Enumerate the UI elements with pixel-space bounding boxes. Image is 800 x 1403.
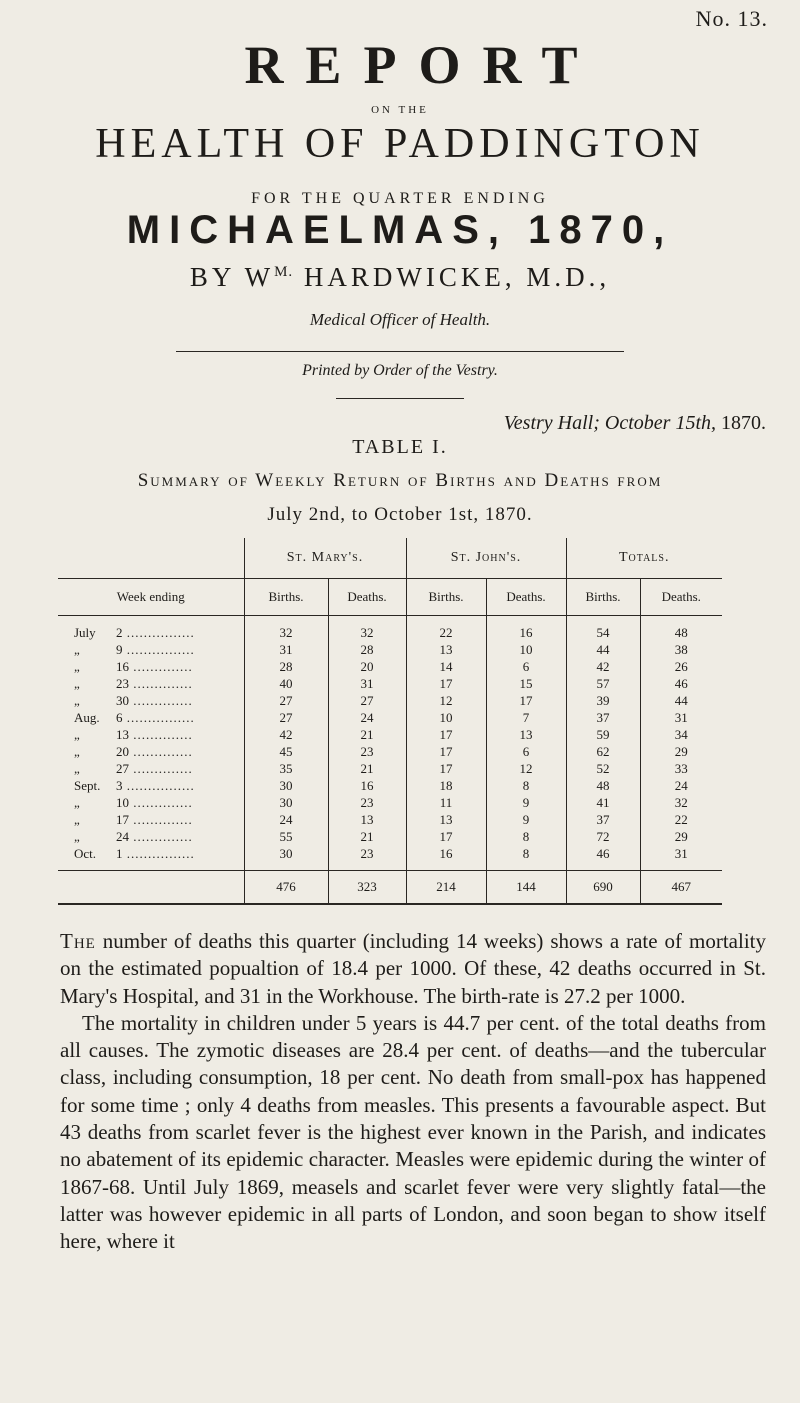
value-cell: 29 xyxy=(640,828,722,845)
value-cell: 48 xyxy=(640,616,722,642)
value-cell: 13 xyxy=(406,641,486,658)
value-cell: 16 xyxy=(328,777,406,794)
value-cell: 13 xyxy=(406,811,486,828)
leader-dots: ................ xyxy=(122,778,195,793)
births-deaths-table xyxy=(58,538,722,905)
value-cell: 32 xyxy=(328,616,406,642)
value-cell: 27 xyxy=(244,692,328,709)
value-cell: 6 xyxy=(486,658,566,675)
value-cell: 42 xyxy=(244,726,328,743)
week-day: 20 xyxy=(116,744,129,759)
value-cell: 32 xyxy=(640,794,722,811)
table-row xyxy=(58,828,722,845)
value-cell: 30 xyxy=(244,777,328,794)
value-cell: 46 xyxy=(640,675,722,692)
value-cell: 15 xyxy=(486,675,566,692)
author-line xyxy=(0,262,800,293)
value-cell: 12 xyxy=(486,760,566,777)
value-cell: 35 xyxy=(244,760,328,777)
value-cell: 28 xyxy=(328,641,406,658)
leader-dots: ................ xyxy=(122,846,195,861)
value-cell: 38 xyxy=(640,641,722,658)
value-cell: 31 xyxy=(244,641,328,658)
value-cell: 9 xyxy=(486,794,566,811)
leader-dots: .............. xyxy=(129,744,193,759)
value-cell: 22 xyxy=(640,811,722,828)
week-day: 10 xyxy=(116,795,129,810)
table-row xyxy=(58,709,722,726)
table-caption: TABLE I. xyxy=(352,436,448,458)
printed-note: Printed by Order of the Vestry. xyxy=(302,362,498,379)
value-cell: 72 xyxy=(566,828,640,845)
value-cell: 6 xyxy=(486,743,566,760)
value-cell: 8 xyxy=(486,845,566,871)
value-cell: 33 xyxy=(640,760,722,777)
leader-dots: .............. xyxy=(129,812,193,827)
week-day: 24 xyxy=(116,829,129,844)
week-month: „ xyxy=(74,761,80,776)
week-ending-cell xyxy=(58,743,244,760)
header-empty xyxy=(58,538,244,579)
value-cell: 40 xyxy=(244,675,328,692)
week-ending-cell xyxy=(58,641,244,658)
week-month: „ xyxy=(74,812,80,827)
place: Vestry Hall; October xyxy=(503,412,671,434)
report-subject: HEALTH OF PADDINGTON xyxy=(95,121,705,167)
total-cell: 144 xyxy=(486,871,566,905)
week-month: July xyxy=(74,625,96,640)
leader-dots: .............. xyxy=(129,761,193,776)
value-cell: 28 xyxy=(244,658,328,675)
value-cell: 13 xyxy=(486,726,566,743)
week-ending-cell xyxy=(58,616,244,642)
value-cell: 10 xyxy=(486,641,566,658)
value-cell: 32 xyxy=(244,616,328,642)
value-cell: 54 xyxy=(566,616,640,642)
table-row xyxy=(58,811,722,828)
table-row xyxy=(58,760,722,777)
leader-dots: .............. xyxy=(129,693,193,708)
place-date-line xyxy=(504,412,766,435)
value-cell: 16 xyxy=(406,845,486,871)
leader-dots: .............. xyxy=(129,829,193,844)
week-day: 17 xyxy=(116,812,129,827)
value-cell: 26 xyxy=(640,658,722,675)
value-cell: 22 xyxy=(406,616,486,642)
value-cell: 21 xyxy=(328,760,406,777)
week-day: 9 xyxy=(116,642,123,657)
week-month: „ xyxy=(74,795,80,810)
group-header-st-marys: St. Mary's. xyxy=(244,538,406,579)
leader-dots: ................ xyxy=(122,710,195,725)
value-cell: 17 xyxy=(406,828,486,845)
value-cell: 17 xyxy=(486,692,566,709)
totals-label-cell xyxy=(58,871,244,905)
leader-dots: .............. xyxy=(129,795,193,810)
date-year: 1870. xyxy=(721,412,766,434)
value-cell: 23 xyxy=(328,743,406,760)
week-ending-cell xyxy=(58,675,244,692)
value-cell: 55 xyxy=(244,828,328,845)
value-cell: 23 xyxy=(328,845,406,871)
table-row xyxy=(58,794,722,811)
value-cell: 23 xyxy=(328,794,406,811)
value-cell: 29 xyxy=(640,743,722,760)
value-cell: 17 xyxy=(406,726,486,743)
total-cell: 476 xyxy=(244,871,328,905)
value-cell: 46 xyxy=(566,845,640,871)
leader-dots: .............. xyxy=(129,727,193,742)
table-body xyxy=(58,616,722,871)
week-month: „ xyxy=(74,829,80,844)
column-header-births: Births. xyxy=(406,579,486,616)
week-month: „ xyxy=(74,676,80,691)
leader-dots: ................ xyxy=(122,625,195,640)
short-divider-rule xyxy=(336,398,464,399)
week-month: Aug. xyxy=(74,710,100,725)
paragraph xyxy=(60,1010,766,1256)
value-cell: 21 xyxy=(328,828,406,845)
week-ending-cell xyxy=(58,811,244,828)
value-cell: 12 xyxy=(406,692,486,709)
week-day: 1 xyxy=(116,846,123,861)
date-day: 15th, xyxy=(675,412,716,434)
week-ending-cell xyxy=(58,692,244,709)
value-cell: 41 xyxy=(566,794,640,811)
week-day: 27 xyxy=(116,761,129,776)
total-cell: 323 xyxy=(328,871,406,905)
value-cell: 27 xyxy=(328,692,406,709)
week-day: 30 xyxy=(116,693,129,708)
quarter-intro: FOR THE QUARTER ENDING xyxy=(251,190,549,207)
table-row xyxy=(58,675,722,692)
value-cell: 59 xyxy=(566,726,640,743)
value-cell: 42 xyxy=(566,658,640,675)
table-summary: Summary of Weekly Return of Births and Deaths from xyxy=(137,470,663,491)
table-row xyxy=(58,658,722,675)
value-cell: 17 xyxy=(406,743,486,760)
week-ending-cell xyxy=(58,726,244,743)
value-cell: 31 xyxy=(640,709,722,726)
leader-dots: .............. xyxy=(129,676,193,691)
table-row xyxy=(58,641,722,658)
total-cell: 214 xyxy=(406,871,486,905)
value-cell: 27 xyxy=(244,709,328,726)
value-cell: 20 xyxy=(328,658,406,675)
column-header-deaths: Deaths. xyxy=(328,579,406,616)
value-cell: 24 xyxy=(244,811,328,828)
value-cell: 17 xyxy=(406,760,486,777)
value-cell: 24 xyxy=(640,777,722,794)
week-month: Oct. xyxy=(74,846,97,861)
table-row xyxy=(58,726,722,743)
column-header-births: Births. xyxy=(566,579,640,616)
value-cell: 30 xyxy=(244,845,328,871)
week-ending-cell xyxy=(58,794,244,811)
table-period: July 2nd, to October 1st, 1870. xyxy=(267,504,533,525)
week-month: „ xyxy=(74,693,80,708)
total-cell: 467 xyxy=(640,871,722,905)
quarter-name: MICHAELMAS, 1870, xyxy=(126,208,674,252)
totals-row xyxy=(58,871,722,905)
author-name: HARDWICKE, M.D., xyxy=(293,262,611,292)
value-cell: 31 xyxy=(328,675,406,692)
paragraph xyxy=(60,928,766,1010)
value-cell: 8 xyxy=(486,777,566,794)
value-cell: 16 xyxy=(486,616,566,642)
value-cell: 37 xyxy=(566,709,640,726)
value-cell: 44 xyxy=(566,641,640,658)
report-title: REPORT xyxy=(244,35,600,95)
week-ending-cell xyxy=(58,709,244,726)
paragraph-text: number of deaths this quarter (including 14 weeks) shows a rate of mortality on the estimated popualtion of 18.4 per 1000. Of these, 42 deaths occurred in St. Mary's Hospital, and 31 in the Workhouse. The birth-rate is 27.2 per 1000. xyxy=(60,929,766,1008)
column-header-deaths: Deaths. xyxy=(486,579,566,616)
value-cell: 9 xyxy=(486,811,566,828)
week-day: 13 xyxy=(116,727,129,742)
value-cell: 62 xyxy=(566,743,640,760)
column-header-week: Week ending xyxy=(58,579,244,616)
week-day: 6 xyxy=(116,710,123,725)
value-cell: 8 xyxy=(486,828,566,845)
value-cell: 24 xyxy=(328,709,406,726)
week-month: „ xyxy=(74,659,80,674)
value-cell: 10 xyxy=(406,709,486,726)
value-cell: 45 xyxy=(244,743,328,760)
total-cell: 690 xyxy=(566,871,640,905)
column-header-births: Births. xyxy=(244,579,328,616)
week-month: „ xyxy=(74,642,80,657)
paragraph-text: The mortality in children under 5 years is 44.7 per cent. of the total deaths from all causes. The zymotic diseases are 28.4 per cent. of deaths—and the tubercular class, including consumption, 18 per cent. No death from small-pox has happened for some time ; only 4 deaths from measles. This presents a favourable aspect. But 43 deaths from scarlet fever is the highest ever known in the Parish, and indicates no abatement of its epidemic character. Measles were epidemic during the winter of 1867-68. Until July 1869, measels and scarlet fever were very slightly fatal—the latter was however epidemic in all parts of London, and soon began to show itself here, where it xyxy=(60,1010,766,1254)
value-cell: 11 xyxy=(406,794,486,811)
week-ending-cell xyxy=(58,777,244,794)
report-body-text xyxy=(60,928,766,1256)
week-day: 3 xyxy=(116,778,123,793)
week-day: 23 xyxy=(116,676,129,691)
table-row xyxy=(58,777,722,794)
week-month: „ xyxy=(74,727,80,742)
value-cell: 44 xyxy=(640,692,722,709)
value-cell: 31 xyxy=(640,845,722,871)
week-ending-cell xyxy=(58,845,244,871)
week-day: 2 xyxy=(116,625,123,640)
value-cell: 13 xyxy=(328,811,406,828)
week-day: 16 xyxy=(116,659,129,674)
value-cell: 18 xyxy=(406,777,486,794)
table-row xyxy=(58,743,722,760)
column-header-deaths: Deaths. xyxy=(640,579,722,616)
week-month: Sept. xyxy=(74,778,101,793)
paragraph-lead: The xyxy=(60,929,96,953)
by-superscript: M. xyxy=(274,264,294,280)
value-cell: 57 xyxy=(566,675,640,692)
week-ending-cell xyxy=(58,658,244,675)
value-cell: 39 xyxy=(566,692,640,709)
value-cell: 14 xyxy=(406,658,486,675)
value-cell: 21 xyxy=(328,726,406,743)
divider-rule xyxy=(176,351,624,352)
value-cell: 48 xyxy=(566,777,640,794)
week-ending-cell xyxy=(58,760,244,777)
table-row xyxy=(58,845,722,871)
week-ending-cell xyxy=(58,828,244,845)
leader-dots: ................ xyxy=(122,642,195,657)
value-cell: 52 xyxy=(566,760,640,777)
group-header-st-johns: St. John's. xyxy=(406,538,566,579)
value-cell: 7 xyxy=(486,709,566,726)
author-role: Medical Officer of Health. xyxy=(309,310,491,329)
table-row xyxy=(58,616,722,642)
document-number: No. 13. xyxy=(695,6,768,31)
on-the-label: ON THE xyxy=(371,104,429,116)
table-row xyxy=(58,692,722,709)
value-cell: 37 xyxy=(566,811,640,828)
week-month: „ xyxy=(74,744,80,759)
value-cell: 34 xyxy=(640,726,722,743)
leader-dots: .............. xyxy=(129,659,193,674)
by-prefix: BY W xyxy=(189,262,275,292)
group-header-totals: Totals. xyxy=(566,538,722,579)
value-cell: 17 xyxy=(406,675,486,692)
value-cell: 30 xyxy=(244,794,328,811)
